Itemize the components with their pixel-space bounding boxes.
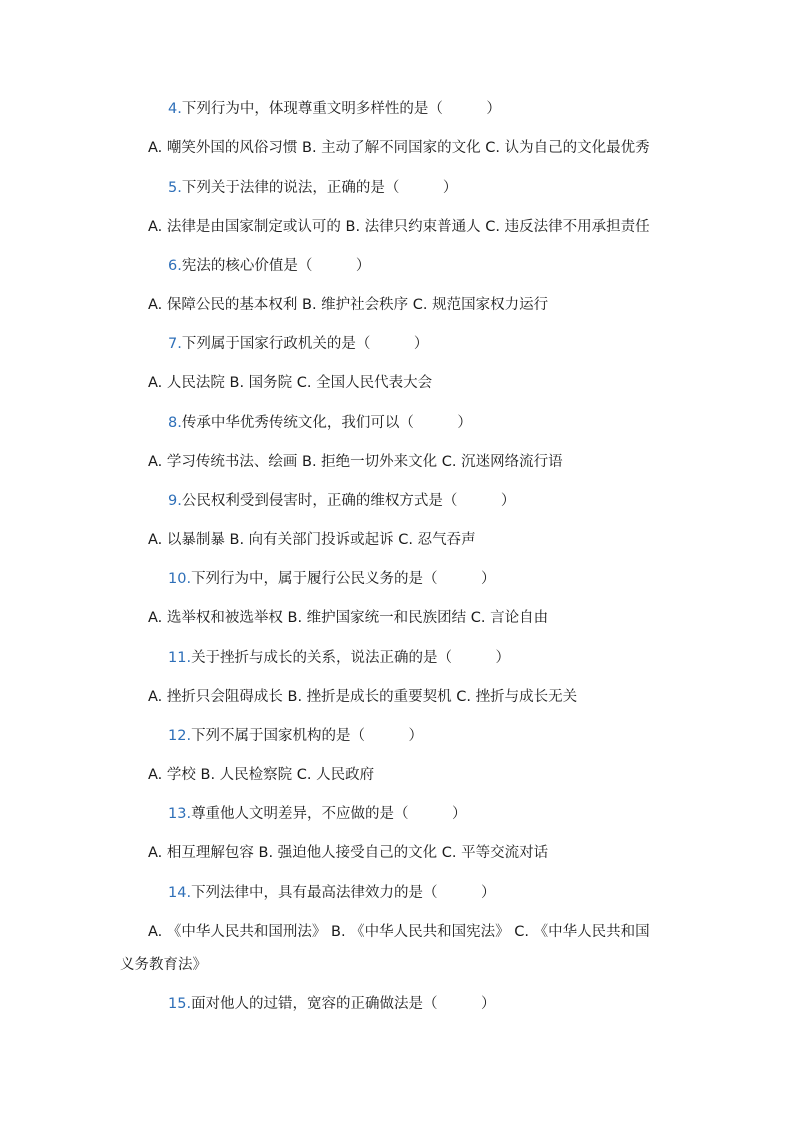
- question-5: [168, 178, 457, 198]
- options-5: A. 法律是由国家制定或认可的 B. 法律只约束普通人 C. 违反法律不用承担责任: [148, 219, 650, 235]
- question-10: [168, 569, 496, 589]
- question-text: 下列行为中，体现尊重文明多样性的是（ ）: [181, 101, 501, 117]
- question-text: 公民权利受到侵害时，正确的维权方式是（ ）: [181, 493, 516, 509]
- question-text: 下列法律中，具有最高法律效力的是（ ）: [191, 885, 496, 901]
- question-6: [168, 256, 370, 276]
- question-text: 关于挫折与成长的关系，说法正确的是（ ）: [191, 650, 511, 666]
- question-number: 15.: [168, 996, 192, 1012]
- options-13: A. 相互理解包容 B. 强迫他人接受自己的文化 C. 平等交流对话: [148, 845, 549, 861]
- question-9: [168, 491, 515, 511]
- options-10: A. 选举权和被选举权 B. 维护国家统一和民族团结 C. 言论自由: [148, 610, 549, 626]
- question-number: 5.: [168, 180, 182, 196]
- question-text: 尊重他人文明差异，不应做的是（ ）: [191, 806, 467, 822]
- question-number: 9.: [168, 493, 182, 509]
- question-8: [168, 413, 472, 433]
- options-12: A. 学校 B. 人民检察院 C. 人民政府: [148, 767, 375, 783]
- question-number: 13.: [168, 806, 192, 822]
- options-4: A. 嘲笑外国的风俗习惯 B. 主动了解不同国家的文化 C. 认为自己的文化最优秀: [148, 140, 650, 156]
- question-text: 下列行为中，属于履行公民义务的是（ ）: [191, 571, 496, 587]
- question-number: 4.: [168, 101, 182, 117]
- question-text: 下列属于国家行政机关的是（ ）: [181, 336, 429, 352]
- question-number: 12.: [168, 728, 192, 744]
- question-14: [168, 883, 496, 903]
- question-number: 7.: [168, 336, 182, 352]
- question-12: [168, 726, 423, 746]
- question-13: [168, 804, 467, 824]
- options-7: A. 人民法院 B. 国务院 C. 全国人民代表大会: [148, 375, 433, 391]
- question-15: [168, 994, 496, 1014]
- question-number: 10.: [168, 571, 192, 587]
- question-4: [168, 99, 501, 119]
- options-11: A. 挫折只会阻碍成长 B. 挫折是成长的重要契机 C. 挫折与成长无关: [148, 689, 578, 705]
- options-8: A. 学习传统书法、绘画 B. 拒绝一切外来文化 C. 沉迷网络流行语: [148, 454, 563, 470]
- question-7: [168, 334, 428, 354]
- options-6: A. 保障公民的基本权利 B. 维护社会秩序 C. 规范国家权力运行: [148, 297, 549, 313]
- question-text: 传承中华优秀传统文化，我们可以（ ）: [181, 415, 472, 431]
- question-text: 面对他人的过错，宽容的正确做法是（ ）: [191, 996, 496, 1012]
- options-14: A. 《中华人民共和国刑法》 B. 《中华人民共和国宪法》 C. 《中华人民共和国: [148, 924, 650, 940]
- question-text: 下列不属于国家机构的是（ ）: [191, 728, 424, 744]
- question-number: 14.: [168, 885, 192, 901]
- question-text: 下列关于法律的说法，正确的是（ ）: [181, 180, 458, 196]
- question-number: 11.: [168, 650, 192, 666]
- options-9: A. 以暴制暴 B. 向有关部门投诉或起诉 C. 忍气吞声: [148, 532, 476, 548]
- question-number: 6.: [168, 258, 182, 274]
- options-14-continued: 义务教育法》: [120, 957, 207, 973]
- question-number: 8.: [168, 415, 182, 431]
- question-text: 宪法的核心价值是（ ）: [181, 258, 371, 274]
- question-11: [168, 648, 510, 668]
